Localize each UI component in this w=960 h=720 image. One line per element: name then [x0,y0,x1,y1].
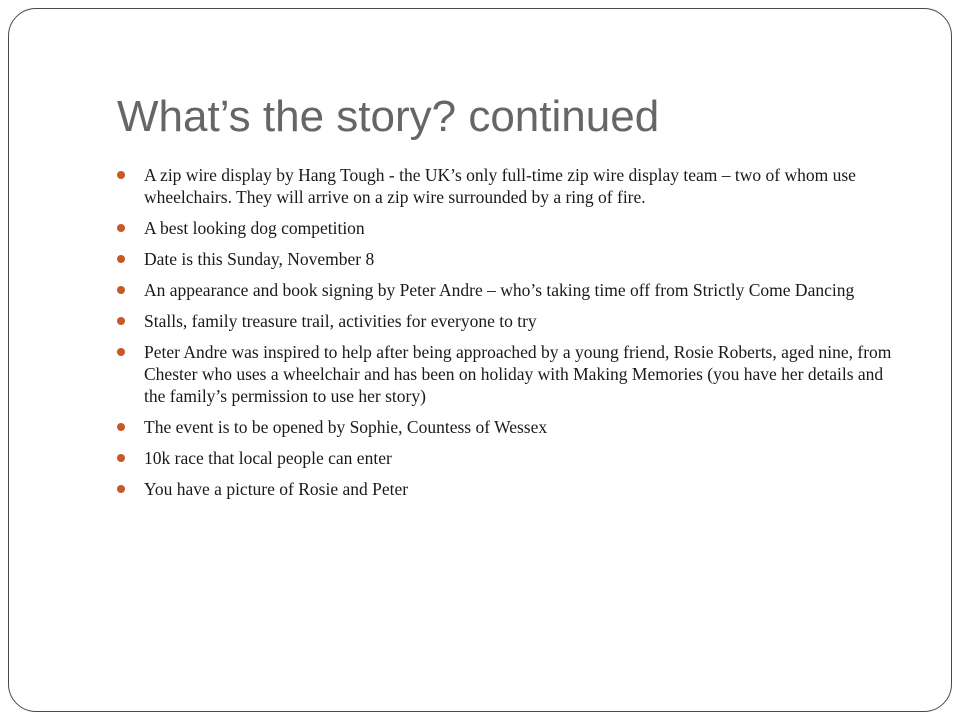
bullet-item [117,341,897,407]
bullet-text: Peter Andre was inspired to help after being approached by a young friend, Rosie Roberts, aged nine, from Chester who uses a wheelchair and has been on holiday with Making Memories (you have her details and the family’s permission to use her story) [144,342,892,406]
bullet-text: The event is to be opened by Sophie, Countess of Wessex [144,417,548,437]
bullet-item [117,447,897,469]
bullet-dot-icon [117,454,125,462]
bullet-dot-icon [117,224,125,232]
bullet-dot-icon [117,317,125,325]
bullet-dot-icon [117,485,125,493]
bullet-dot-icon [117,423,125,431]
slide-frame [8,8,952,712]
bullet-text: An appearance and book signing by Peter Andre – who’s taking time off from Strictly Come Dancing [144,280,855,300]
bullet-text: 10k race that local people can enter [144,448,392,468]
bullet-text: Date is this Sunday, November 8 [144,249,375,269]
bullet-text: Stalls, family treasure trail, activities for everyone to try [144,311,537,331]
bullet-item [117,279,897,301]
bullet-item [117,248,897,270]
bullet-text: You have a picture of Rosie and Peter [144,479,409,499]
bullet-dot-icon [117,286,125,294]
bullet-item [117,416,897,438]
bullet-item [117,310,897,332]
bullet-dot-icon [117,255,125,263]
bullet-text: A zip wire display by Hang Tough - the UK’s only full-time zip wire display team – two of whom use wheelchairs. They will arrive on a zip wire surrounded by a ring of fire. [144,165,856,207]
bullet-item [117,164,897,208]
bullet-dot-icon [117,348,125,356]
slide-title: What’s the story? continued [117,92,660,141]
bullet-dot-icon [117,171,125,179]
bullet-text: A best looking dog competition [144,218,365,238]
bullet-item [117,217,897,239]
bullet-item [117,478,897,500]
bullet-list [117,164,897,509]
